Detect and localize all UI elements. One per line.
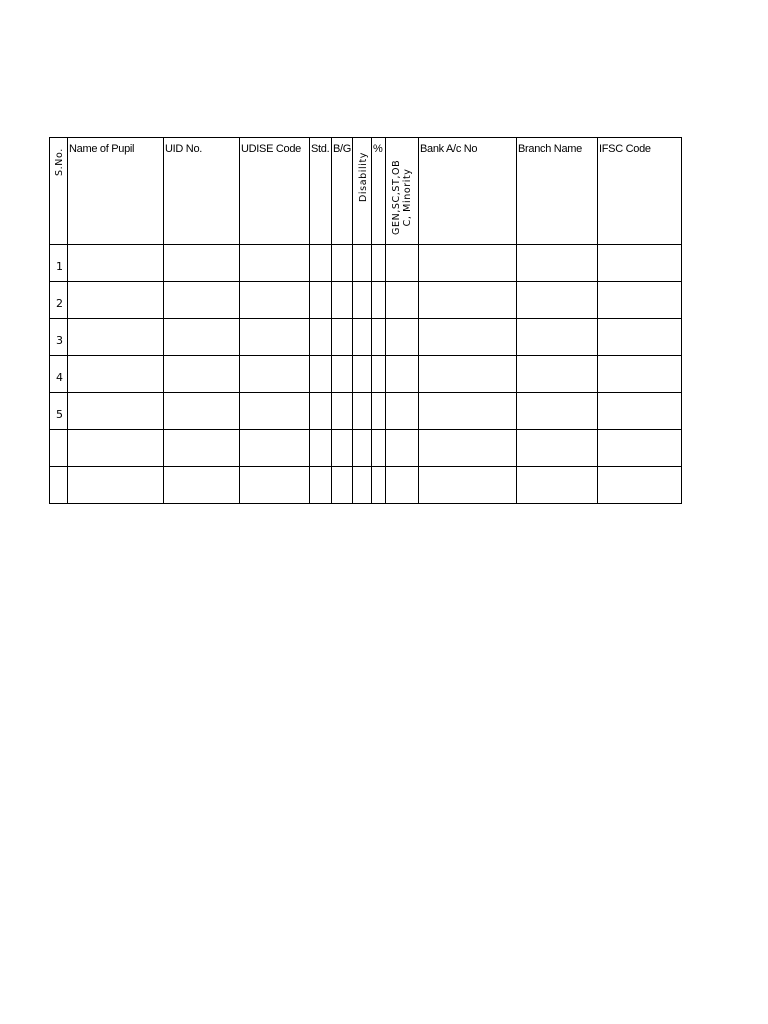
cell-disability[interactable] <box>353 467 372 504</box>
row-sno: 5 <box>50 393 68 430</box>
cell-disability[interactable] <box>353 356 372 393</box>
cell-name[interactable] <box>68 319 164 356</box>
cell-name[interactable] <box>68 356 164 393</box>
cell-branch[interactable] <box>517 245 598 282</box>
cell-uid[interactable] <box>164 282 240 319</box>
header-disability <box>353 138 372 245</box>
cell-disability[interactable] <box>353 393 372 430</box>
header-bg: B/G <box>332 138 353 245</box>
cell-uid[interactable] <box>164 430 240 467</box>
cell-bank[interactable] <box>419 282 517 319</box>
header-category <box>386 138 419 245</box>
cell-name[interactable] <box>68 467 164 504</box>
header-bank-ac-no: Bank A/c No <box>419 138 517 245</box>
header-percent: % <box>372 138 386 245</box>
cell-udise[interactable] <box>240 245 310 282</box>
cell-name[interactable] <box>68 430 164 467</box>
cell-bank[interactable] <box>419 245 517 282</box>
header-ifsc-code: IFSC Code <box>598 138 682 245</box>
cell-bg[interactable] <box>332 467 353 504</box>
cell-bg[interactable] <box>332 319 353 356</box>
row-sno: 3 <box>50 319 68 356</box>
header-disability-label: Disability <box>358 151 369 202</box>
cell-uid[interactable] <box>164 467 240 504</box>
header-category-line1: GEN,SC,ST,OB <box>391 159 402 235</box>
cell-category[interactable] <box>386 282 419 319</box>
cell-bank[interactable] <box>419 393 517 430</box>
cell-ifsc[interactable] <box>598 430 682 467</box>
cell-disability[interactable] <box>353 319 372 356</box>
cell-udise[interactable] <box>240 319 310 356</box>
table-row <box>50 282 682 319</box>
cell-disability[interactable] <box>353 245 372 282</box>
header-sno <box>50 138 68 245</box>
cell-ifsc[interactable] <box>598 393 682 430</box>
cell-percent[interactable] <box>372 430 386 467</box>
cell-bank[interactable] <box>419 356 517 393</box>
cell-ifsc[interactable] <box>598 356 682 393</box>
row-sno <box>50 430 68 467</box>
cell-bank[interactable] <box>419 319 517 356</box>
header-uid-no: UID No. <box>164 138 240 245</box>
cell-bg[interactable] <box>332 245 353 282</box>
cell-udise[interactable] <box>240 430 310 467</box>
row-sno: 4 <box>50 356 68 393</box>
cell-percent[interactable] <box>372 393 386 430</box>
cell-name[interactable] <box>68 282 164 319</box>
cell-ifsc[interactable] <box>598 245 682 282</box>
header-branch-name: Branch Name <box>517 138 598 245</box>
cell-category[interactable] <box>386 393 419 430</box>
table-row <box>50 245 682 282</box>
header-udise-code: UDISE Code <box>240 138 310 245</box>
header-sno-label: S.No. <box>54 148 65 176</box>
cell-bg[interactable] <box>332 393 353 430</box>
cell-std[interactable] <box>310 245 332 282</box>
cell-bg[interactable] <box>332 430 353 467</box>
cell-bank[interactable] <box>419 430 517 467</box>
row-sno: 1 <box>50 245 68 282</box>
cell-name[interactable] <box>68 393 164 430</box>
row-sno <box>50 467 68 504</box>
cell-std[interactable] <box>310 356 332 393</box>
cell-percent[interactable] <box>372 356 386 393</box>
cell-std[interactable] <box>310 282 332 319</box>
cell-uid[interactable] <box>164 393 240 430</box>
cell-uid[interactable] <box>164 245 240 282</box>
table-row <box>50 430 682 467</box>
cell-percent[interactable] <box>372 282 386 319</box>
cell-bg[interactable] <box>332 282 353 319</box>
table-row <box>50 467 682 504</box>
cell-std[interactable] <box>310 430 332 467</box>
cell-category[interactable] <box>386 430 419 467</box>
cell-udise[interactable] <box>240 356 310 393</box>
cell-category[interactable] <box>386 319 419 356</box>
cell-bg[interactable] <box>332 356 353 393</box>
cell-category[interactable] <box>386 467 419 504</box>
cell-std[interactable] <box>310 467 332 504</box>
cell-category[interactable] <box>386 245 419 282</box>
cell-ifsc[interactable] <box>598 319 682 356</box>
cell-std[interactable] <box>310 393 332 430</box>
cell-std[interactable] <box>310 319 332 356</box>
header-category-line2: C, Minority <box>402 168 413 227</box>
table-row <box>50 393 682 430</box>
cell-uid[interactable] <box>164 319 240 356</box>
cell-branch[interactable] <box>517 282 598 319</box>
header-category-label <box>391 160 413 235</box>
table-row <box>50 319 682 356</box>
cell-branch[interactable] <box>517 319 598 356</box>
cell-udise[interactable] <box>240 467 310 504</box>
cell-branch[interactable] <box>517 467 598 504</box>
cell-bank[interactable] <box>419 467 517 504</box>
cell-percent[interactable] <box>372 319 386 356</box>
cell-ifsc[interactable] <box>598 282 682 319</box>
header-std: Std. <box>310 138 332 245</box>
table-header-row <box>50 138 682 245</box>
cell-percent[interactable] <box>372 467 386 504</box>
cell-branch[interactable] <box>517 430 598 467</box>
cell-disability[interactable] <box>353 282 372 319</box>
cell-udise[interactable] <box>240 282 310 319</box>
cell-ifsc[interactable] <box>598 467 682 504</box>
cell-branch[interactable] <box>517 356 598 393</box>
cell-category[interactable] <box>386 356 419 393</box>
cell-percent[interactable] <box>372 245 386 282</box>
row-sno: 2 <box>50 282 68 319</box>
cell-disability[interactable] <box>353 430 372 467</box>
table-row <box>50 356 682 393</box>
cell-name[interactable] <box>68 245 164 282</box>
cell-branch[interactable] <box>517 393 598 430</box>
cell-udise[interactable] <box>240 393 310 430</box>
header-name-of-pupil: Name of Pupil <box>68 138 164 245</box>
pupil-details-table <box>49 137 682 504</box>
cell-uid[interactable] <box>164 356 240 393</box>
